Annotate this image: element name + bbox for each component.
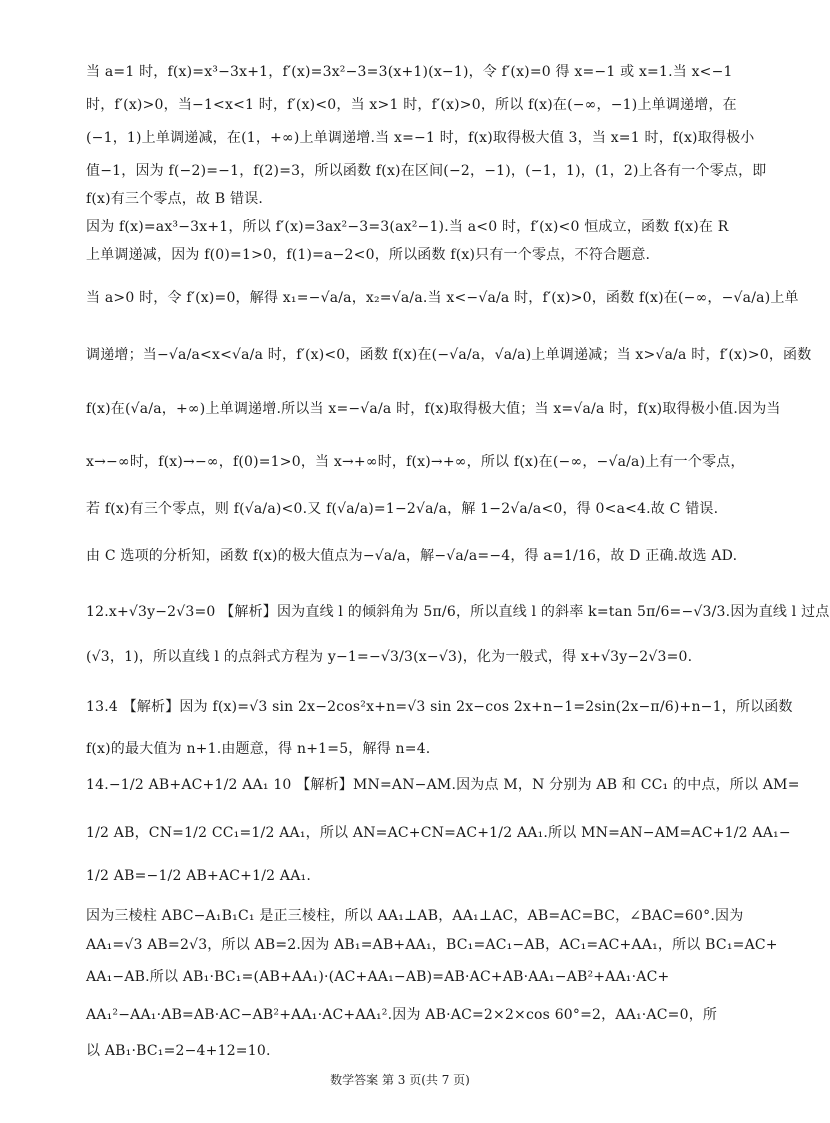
text-line: f(x)在(√a/a，+∞)上单调递增.所以当 x=−√a/a 时，f(x)取得极大值；当 x=√a/a 时，f(x)取得极小值.因为当 xyxy=(86,401,781,417)
text-line: x→−∞时，f(x)→−∞，f(0)=1>0，当 x→+∞时，f(x)→+∞，所以 f(x)在(−∞，−√a/a)上有一个零点， xyxy=(86,454,745,470)
text-line: (√3，1)，所以直线 l 的点斜式方程为 y−1=−√3/3(x−√3)，化为一般式，得 x+√3y−2√3=0. xyxy=(86,649,693,665)
text-line: f(x)有三个零点，故 B 错误. xyxy=(86,191,264,207)
text-line: 1/2 AB=−1/2 AB+AC+1/2 AA₁. xyxy=(86,868,311,884)
text-line: 时，f′(x)>0，当−1<x<1 时，f′(x)<0，当 x>1 时，f′(x)>0，所以 f(x)在(−∞，−1)上单调递增，在 xyxy=(86,97,737,113)
text-line: 调递增；当−√a/a<x<√a/a 时，f′(x)<0，函数 f(x)在(−√a/a，√a/a)上单调递减；当 x>√a/a 时，f′(x)>0，函数 xyxy=(86,347,812,363)
text-line: 1/2 AB，CN=1/2 CC₁=1/2 AA₁，所以 AN=AC+CN=AC+1/2 AA₁.所以 MN=AN−AM=AC+1/2 AA₁− xyxy=(86,825,791,841)
text-line: 因为三棱柱 ABC−A₁B₁C₁ 是正三棱柱，所以 AA₁⊥AB，AA₁⊥AC，AB=AC=BC，∠BAC=60°.因为 xyxy=(86,908,744,924)
text-line: 因为 f(x)=ax³−3x+1，所以 f′(x)=3ax²−3=3(ax²−1).当 a<0 时，f′(x)<0 恒成立，函数 f(x)在 R xyxy=(86,219,729,235)
text-line: 上单调递减，因为 f(0)=1>0，f(1)=a−2<0，所以函数 f(x)只有一个零点，不符合题意. xyxy=(86,247,651,263)
text-line: 当 a>0 时，令 f′(x)=0，解得 x₁=−√a/a，x₂=√a/a.当 x<−√a/a 时，f′(x)>0，函数 f(x)在(−∞，−√a/a)上单 xyxy=(86,290,799,306)
text-line: 以 AB₁·BC₁=2−4+12=10. xyxy=(86,1043,271,1059)
text-line: 若 f(x)有三个零点，则 f(√a/a)<0.又 f(√a/a)=1−2√a/a，解 1−2√a/a<0，得 0<a<4.故 C 错误. xyxy=(86,501,719,517)
text-line: f(x)的最大值为 n+1.由题意，得 n+1=5，解得 n=4. xyxy=(86,741,431,757)
text-line: 由 C 选项的分析知，函数 f(x)的极大值点为−√a/a，解−√a/a=−4，得 a=1/16，故 D 正确.故选 AD. xyxy=(86,548,738,564)
text-line: 12.x+√3y−2√3=0 【解析】因为直线 l 的倾斜角为 5π/6，所以直线 l 的斜率 k=tan 5π/6=−√3/3.因为直线 l 过点 xyxy=(86,604,830,620)
text-line: 14.−1/2 AB+AC+1/2 AA₁ 10 【解析】MN=AN−AM.因为点 M，N 分别为 AB 和 CC₁ 的中点，所以 AM= xyxy=(86,777,800,793)
text-line: 13.4 【解析】因为 f(x)=√3 sin 2x−2cos²x+n=√3 sin 2x−cos 2x+n−1=2sin(2x−π/6)+n−1，所以函数 xyxy=(86,699,793,715)
text-line: (−1，1)上单调递减，在(1，+∞)上单调递增.当 x=−1 时，f(x)取得极大值 3，当 x=1 时，f(x)取得极小 xyxy=(86,130,755,146)
text-line: AA₁=√3 AB=2√3，所以 AB=2.因为 AB₁=AB+AA₁，BC₁=AC₁−AB，AC₁=AC+AA₁，所以 BC₁=AC+ xyxy=(86,937,778,953)
text-line: 值−1，因为 f(−2)=−1，f(2)=3，所以函数 f(x)在区间(−2，−1)，(−1，1)，(1，2)上各有一个零点，即 xyxy=(86,163,767,179)
text-line: 当 a=1 时，f(x)=x³−3x+1，f′(x)=3x²−3=3(x+1)(x−1)，令 f′(x)=0 得 x=−1 或 x=1.当 x<−1 xyxy=(86,64,733,80)
text-line: AA₁²−AA₁·AB=AB·AC−AB²+AA₁·AC+AA₁².因为 AB·AC=2×2×cos 60°=2，AA₁·AC=0，所 xyxy=(86,1007,718,1023)
text-line: AA₁−AB.所以 AB₁·BC₁=(AB+AA₁)·(AC+AA₁−AB)=AB·AC+AB·AA₁−AB²+AA₁·AC+ xyxy=(86,969,670,985)
page-footer: 数学答案 第 3 页(共 7 页) xyxy=(330,1073,470,1087)
